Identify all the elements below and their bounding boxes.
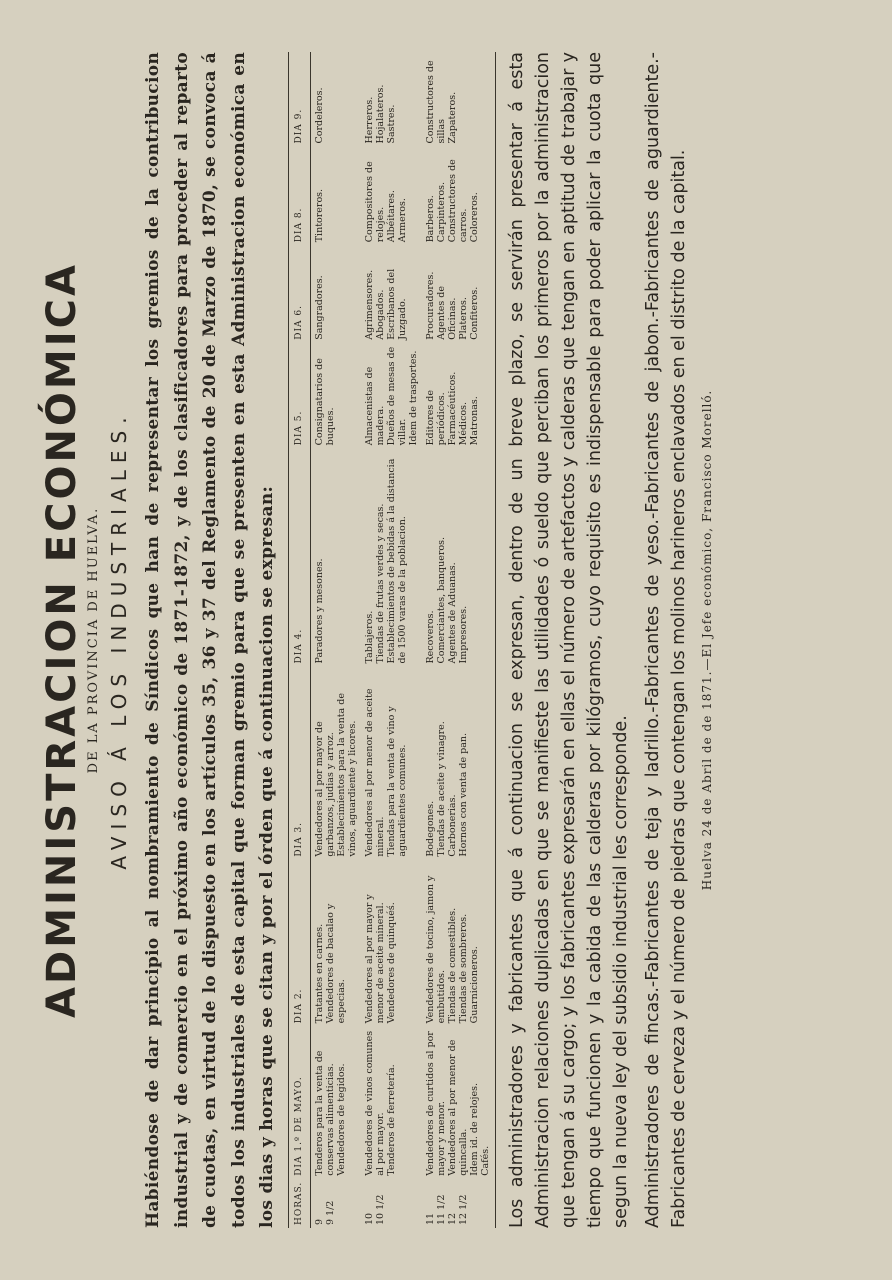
hours-cell: [422, 1179, 496, 1228]
trade-entry: Tintoreros.: [313, 188, 325, 243]
trade-cell: [310, 860, 361, 1027]
trade-cell: [310, 147, 361, 246]
trade-cell: [310, 666, 361, 859]
schedule-row: [310, 52, 361, 1228]
trade-entry: Recoveros.: [424, 610, 436, 664]
trade-entry: Vendedores de vinos comunes al por mayor.: [363, 1030, 386, 1176]
trade-entry: Idem id. de relojes.: [468, 1083, 480, 1176]
trade-cell: [422, 448, 496, 666]
hours-cell: [310, 1179, 361, 1228]
trade-cell: [422, 147, 496, 246]
trade-entry: Tratantes en carnes.: [313, 923, 325, 1024]
day-column-header: DIA 4.: [288, 448, 310, 666]
trade-entry: Tenderos de ferretería.: [385, 1064, 397, 1176]
trade-entry: Vendedores de bacalao y especias.: [324, 903, 347, 1024]
day-column-header: DIA 5.: [288, 343, 310, 449]
trade-cell: [361, 343, 422, 449]
trade-entry: Albéitares.: [385, 190, 397, 243]
trade-cell: [361, 860, 422, 1027]
hour-entry: 12 1/2: [457, 1194, 469, 1225]
hours-cell: [361, 1179, 422, 1228]
trade-entry: Sastres.: [385, 104, 397, 144]
trade-entry: Matronas.: [468, 396, 480, 446]
trade-cell: [361, 666, 422, 859]
trade-entry: Dueños de mesas de villar.: [385, 346, 408, 446]
hour-entry: 10 1/2: [374, 1194, 386, 1225]
trade-entry: Compositores de relojes.: [363, 161, 386, 243]
trade-entry: Abogados.: [374, 289, 386, 340]
trade-entry: Guarnicioneros.: [468, 946, 480, 1024]
trade-entry: Zapateros.: [446, 91, 458, 144]
trade-entry: Constructores de carros.: [446, 159, 469, 243]
trade-entry: Comerciantes, banqueros.: [435, 536, 447, 664]
trade-entry: Confiteros.: [468, 286, 480, 340]
trade-entry: Tiendas de sombreros.: [457, 913, 469, 1024]
trade-cell: [310, 343, 361, 449]
trade-entry: Tiendas de frutas verdes y secas.: [374, 503, 386, 664]
manufacturers-paragraph: Administradores de fincas.-Fabricantes de teja y ladrillo.-Fabricantes de yeso.-Fabricantes de jabon.-Fabricantes de aguardiente.-Fabricantes de cerveza y el número de piedras que contengan los molinos harineros enclavados en el distrito de la capital.: [642, 52, 689, 1228]
trade-entry: Farmacéuticos.: [446, 371, 458, 446]
hour-entry: 10: [363, 1212, 375, 1225]
trade-entry: Vendedores al por menor de quincalla.: [446, 1039, 469, 1176]
trade-entry: Tenderos para la venta de conservas alimenticias.: [313, 1050, 336, 1176]
trade-cell: [422, 52, 496, 147]
schedule-row: [422, 52, 496, 1228]
notice-title: ADMINISTRACION ECONÓMICA: [39, 262, 85, 1018]
trade-cell: [361, 147, 422, 246]
trade-entry: Barberos.: [424, 195, 436, 243]
schedule-header-row: [288, 52, 310, 1228]
trade-cell: [361, 448, 422, 666]
day-column-header: DIA 6.: [288, 245, 310, 342]
trade-entry: Cafés.: [479, 1145, 491, 1176]
trade-entry: Hojalateros.: [374, 84, 386, 144]
hour-entry: 12: [446, 1212, 458, 1225]
trade-entry: Bodegones.: [424, 800, 436, 857]
trade-entry: Carpinteros.: [435, 181, 447, 243]
trade-cell: [361, 52, 422, 147]
trade-cell: [422, 245, 496, 342]
trade-cell: [422, 343, 496, 449]
notice-subtitle: DE LA PROVINCIA DE HUELVA.: [86, 506, 101, 774]
trade-entry: Consignatarios de buques.: [313, 358, 336, 446]
trade-entry: Tiendas de aceite y vinagre.: [435, 721, 447, 857]
trade-entry: Agrimensores.: [363, 269, 375, 340]
day-column-header: DIA 3.: [288, 666, 310, 859]
trade-cell: [310, 1026, 361, 1178]
schedule-table: [288, 52, 496, 1228]
hours-column-header: HORAS.: [288, 1179, 310, 1228]
hour-entry: 9 1/2: [324, 1200, 336, 1225]
trade-entry: Tiendas de comestibles.: [446, 907, 458, 1024]
trade-entry: Almacenistas de madera.: [363, 366, 386, 446]
trade-entry: Impresores.: [457, 605, 469, 664]
trade-entry: Vendedores de quinquéś.: [385, 902, 397, 1024]
trade-entry: Médicos.: [457, 401, 469, 446]
hour-entry: 11: [424, 1212, 436, 1225]
trade-entry: Carbonerias.: [446, 794, 458, 857]
trade-entry: Establecimientos de bebidas á la distancia de 1500 varas de la poblacion.: [385, 458, 408, 664]
trade-entry: Hornos con venta de pan.: [457, 733, 469, 857]
schedule-row: [361, 52, 422, 1228]
hour-entry: 9: [313, 1218, 325, 1225]
trade-entry: Paradores y mesones.: [313, 558, 325, 664]
trade-entry: Escribanos del Juzgado.: [385, 268, 408, 340]
administrators-paragraph: Los administradores y fabricantes que á continuacion se expresan, dentro de un breve plazo, se servirán presentar á esta Administracion relaciones duplicadas en que se manifieste las utilidades ó sueldo que perciban los primeros por la administracion que tengan á su cargo; y los fabricantes expresarán en ellas el número de artefactos y calderas que tengan en aptitud de trabajar y tiempo que funcionen y la cabida de las calderas por kilógramos, cuyo requisito es indispensable para poder aplicar la cuota que segun la nueva ley del subsidio industrial les corresponde.: [506, 52, 631, 1228]
trade-entry: Editores de periódicos.: [424, 390, 447, 446]
trade-entry: Tiendas para la venta de vino y aguardientes comunes.: [385, 706, 408, 857]
day-column-header: DIA 8.: [288, 147, 310, 246]
trade-entry: Vendedores de tegidos.: [335, 1063, 347, 1176]
signature-line: Huelva 24 de Abril de de 1871.—El Jefe económico, Francisco Morelló.: [699, 389, 714, 891]
trade-entry: Cordeleros.: [313, 87, 325, 144]
trade-entry: Agentes de Aduanas.: [446, 562, 458, 664]
trade-entry: Constructores de sillas: [424, 60, 447, 144]
trade-cell: [422, 860, 496, 1027]
trade-entry: Establecimientos para la venta de vinos, aguardiente y licores.: [335, 693, 358, 857]
trade-cell: [361, 1026, 422, 1178]
schedule-body: [310, 52, 495, 1228]
trade-entry: Agentes de Oficinas.: [435, 286, 458, 340]
trade-entry: Vendedores al por menor de aceite mineral.: [363, 688, 386, 857]
trade-entry: Vendedores al por mayor y menor de aceite mineral.: [363, 894, 386, 1024]
day-column-header: DIA 2.: [288, 860, 310, 1027]
notice-heading: AVISO Á LOS INDUSTRIALES.: [107, 410, 131, 870]
day-column-header: DIA 9.: [288, 52, 310, 147]
trade-entry: Herreros.: [363, 96, 375, 144]
hour-entry: 11 1/2: [435, 1194, 447, 1225]
trade-entry: Armeros.: [396, 198, 408, 243]
trade-entry: Plateros.: [457, 297, 469, 340]
trade-cell: [422, 1026, 496, 1178]
trade-cell: [361, 245, 422, 342]
trade-entry: Procuradores.: [424, 271, 436, 340]
trade-entry: Idem de trasportes.: [407, 350, 419, 446]
trade-cell: [422, 666, 496, 859]
trade-cell: [310, 448, 361, 666]
trade-cell: [310, 245, 361, 342]
day-column-header: DIA 1.º DE MAYO.: [288, 1026, 310, 1178]
trade-entry: Coloreros.: [468, 192, 480, 243]
trade-cell: [310, 52, 361, 147]
trade-entry: Vendedores de curtidos al por mayor y menor.: [424, 1031, 447, 1176]
trade-entry: Sangradores.: [313, 275, 325, 340]
trade-entry: Tablajeros.: [363, 610, 375, 664]
trade-entry: Vendedores al por mayor de garbanzos, judias y arroz.: [313, 721, 336, 857]
intro-paragraph: Habiéndose de dar principio al nombramiento de Síndicos que han de representar los gremios de la contribucion industrial y de comercio en el próximo año económico de 1871-1872, y de los clasificadores para proceder al reparto de cuotas, en virtud de lo dispuesto en los artículos 35, 36 y 37 del Reglamento de 20 de Marzo de 1870, se convoca á todos los industriales de esta capital que forman gremio para que se presenten en esta Administracion económica en los dias y horas que se citan y por el órden que á continuacion se expresan:: [143, 52, 277, 1228]
trade-entry: Vendedores de tocino, jamon y embutidos.: [424, 875, 447, 1024]
